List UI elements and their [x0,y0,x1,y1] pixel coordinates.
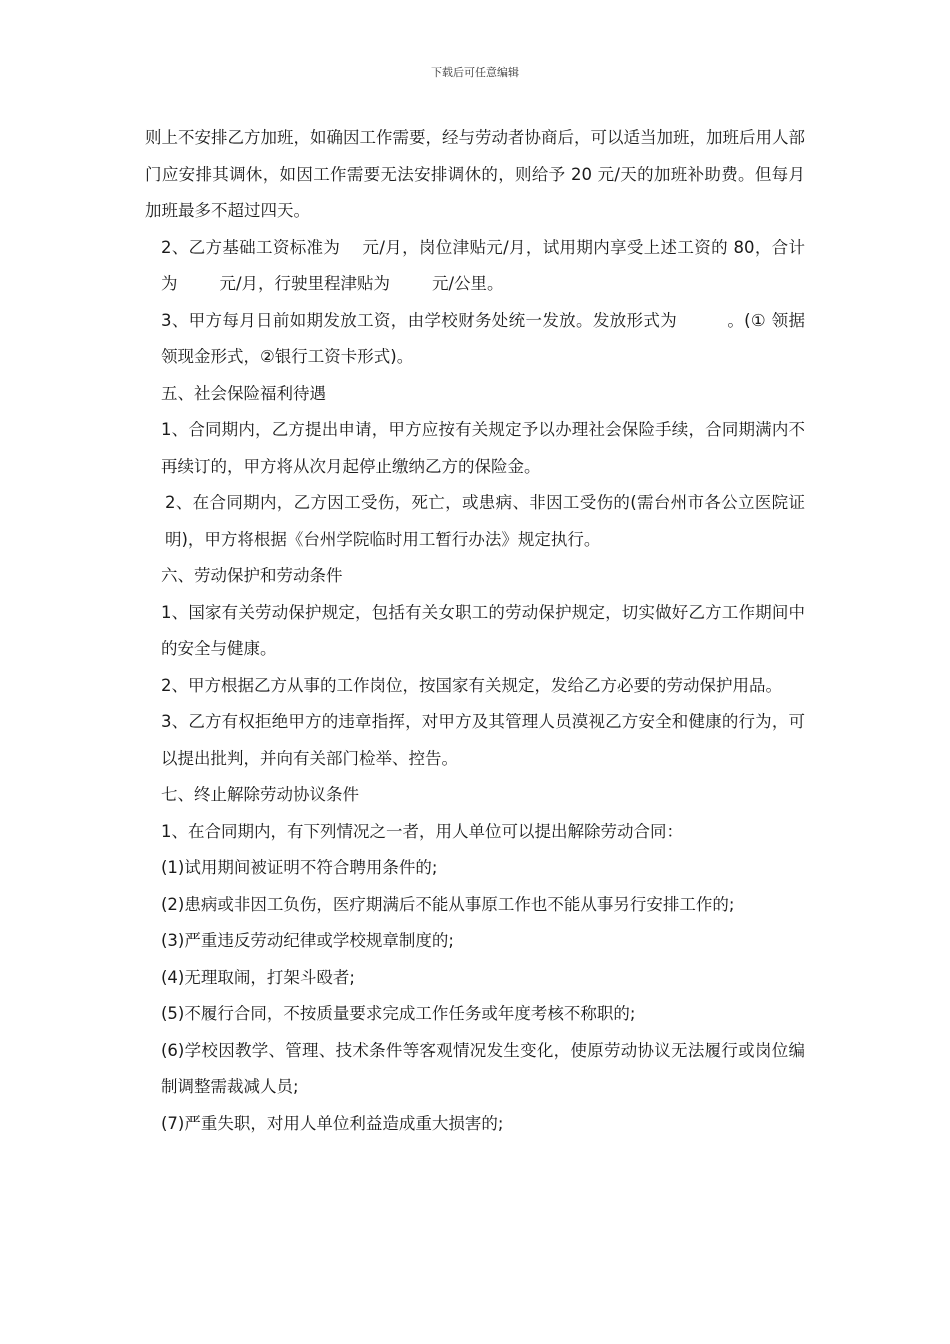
list-item-termination-5: (5)不履行合同，不按质量要求完成工作任务或年度考核不称职的; [161,1004,636,1023]
paragraph-insurance-procedure: 1、合同期内，乙方提出申请，甲方应按有关规定予以办理社会保险手续，合同期满内不再续订的，甲方将从次月起停止缴纳乙方的保险金。 [161,420,805,476]
paragraph-salary-standard: 2、乙方基础工资标准为 元/月，岗位津贴元/月，试用期内享受上述工资的 80，合计为 元/月，行驶里程津贴为 元/公里。 [161,237,805,293]
paragraph-termination-intro: 1、在合同期内，有下列情况之一者，用人单位可以提出解除劳动合同： [161,821,683,841]
list-item-termination-1: (1)试用期间被证明不符合聘用条件的; [161,858,438,877]
page-header: 下载后可任意编辑 [431,66,519,79]
paragraph-protective-equipment: 2、甲方根据乙方从事的工作岗位，按国家有关规定，发给乙方必要的劳动保护用品。 [161,675,782,695]
section-heading-termination: 七、终止解除劳动协议条件 [161,785,359,804]
paragraph-overtime-rule: 则上不安排乙方加班，如确因工作需要，经与劳动者协商后，可以适当加班，加班后用人部门应安排其调休，如因工作需要无法安排调休的，则给予 20 元/天的加班补助费。但每月加班最多不超过四天。 [145,128,805,220]
section-heading-labor-protection: 六、劳动保护和劳动条件 [161,566,343,585]
list-item-termination-2: (2)患病或非因工负伤，医疗期满后不能从事原工作也不能从事另行安排工作的; [161,894,735,914]
list-item-termination-4: (4)无理取闹，打架斗殴者; [161,967,355,987]
paragraph-protection-rules: 1、国家有关劳动保护规定，包括有关女职工的劳动保护规定，切实做好乙方工作期间中的安全与健康。 [161,602,805,658]
paragraph-injury-handling: 2、在合同期内，乙方因工受伤，死亡，或患病、非因工受伤的(需台州市各公立医院证明)，甲方将根据《台州学院临时用工暂行办法》规定执行。 [165,493,805,549]
list-item-termination-3: (3)严重违反劳动纪律或学校规章制度的; [161,931,454,950]
list-item-termination-7: (7)严重失职，对用人单位利益造成重大损害的; [161,1113,504,1133]
section-heading-social-insurance: 五、社会保险福利待遇 [161,383,326,403]
paragraph-salary-payment: 3、甲方每月日前如期发放工资，由学校财务处统一发放。发放形式为 。(① 领据领现金形式，②银行工资卡形式)。 [161,310,805,366]
list-item-termination-6: (6)学校因教学、管理、技术条件等客观情况发生变化，使原劳动协议无法履行或岗位编制调整需裁减人员; [161,1040,805,1096]
paragraph-refuse-violations: 3、乙方有权拒绝甲方的违章指挥，对甲方及其管理人员漠视乙方安全和健康的行为，可以提出批判，并向有关部门检举、控告。 [161,712,805,768]
document-body [145,120,805,1142]
